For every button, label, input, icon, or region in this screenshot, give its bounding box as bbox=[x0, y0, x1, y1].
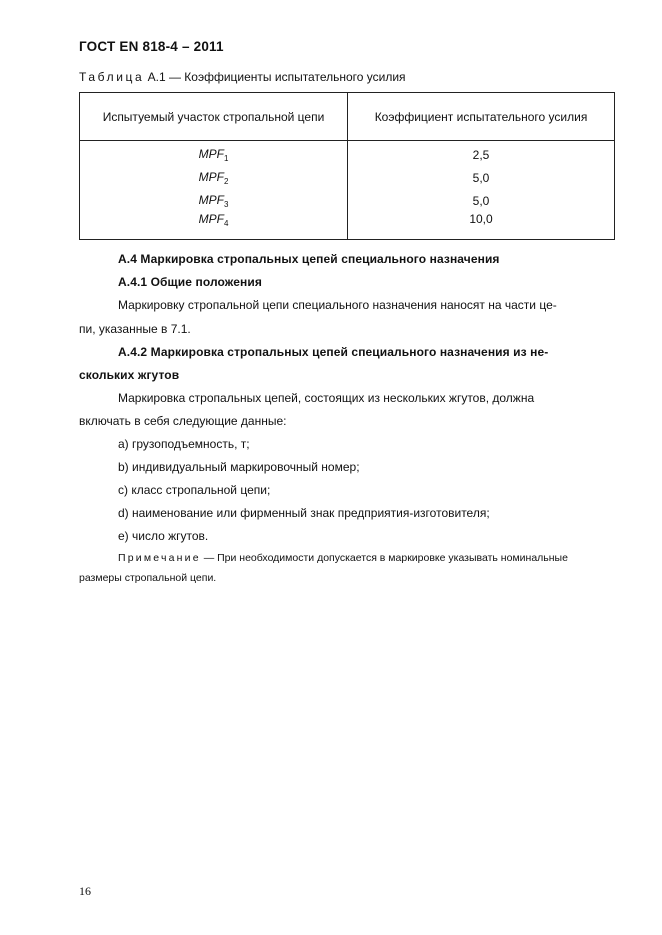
table-row bbox=[80, 166, 615, 189]
list-item: a) грузоподъемность, т; bbox=[118, 437, 250, 451]
list-item: c) класс стропальной цепи; bbox=[118, 483, 271, 497]
mpf-label: MPF bbox=[198, 212, 224, 226]
table-caption-number: А.1 bbox=[147, 70, 166, 84]
table-cell-value: 5,0 bbox=[348, 166, 615, 189]
mpf-index: 3 bbox=[223, 199, 229, 209]
table-row bbox=[80, 141, 615, 167]
section-a4-title: А.4 Маркировка стропальных цепей специального назначения bbox=[118, 252, 500, 266]
mpf-index: 2 bbox=[223, 176, 229, 186]
paragraph-line: пи, указанные в 7.1. bbox=[79, 322, 191, 336]
paragraph-line: Маркировку стропальной цепи специального назначения наносят на части це- bbox=[118, 298, 557, 312]
coefficient-table bbox=[79, 92, 615, 240]
column-header-section: Испытуемый участок стропальной цепи bbox=[80, 93, 348, 141]
table-cell-section bbox=[80, 212, 348, 240]
paragraph-line: Маркировка стропальных цепей, состоящих из нескольких жгутов, должна bbox=[118, 391, 535, 405]
section-a42-title-cont: скольких жгутов bbox=[79, 368, 180, 382]
mpf-label: MPF bbox=[198, 169, 224, 184]
table-row bbox=[80, 189, 615, 212]
note-text-cont: размеры стропальной цепи. bbox=[79, 572, 217, 584]
table-caption-title: — Коэффициенты испытательного усилия bbox=[168, 70, 406, 84]
paragraph-line: включать в себя следующие данные: bbox=[79, 414, 287, 428]
note bbox=[118, 552, 568, 564]
table-cell-section bbox=[80, 189, 348, 212]
section-a41-title: А.4.1 Общие положения bbox=[118, 275, 262, 289]
list-item: b) индивидуальный маркировочный номер; bbox=[118, 460, 360, 474]
table-cell-value: 5,0 bbox=[348, 189, 615, 212]
note-label: Примечание bbox=[118, 552, 201, 564]
section-a42-title: А.4.2 Маркировка стропальных цепей специального назначения из не- bbox=[118, 345, 549, 359]
table-cell-section bbox=[80, 141, 348, 167]
table-cell-section bbox=[80, 166, 348, 189]
list-item: d) наименование или фирменный знак предприятия-изготовителя; bbox=[118, 506, 490, 520]
page-number: 16 bbox=[79, 884, 91, 898]
table-caption-label: Таблица bbox=[79, 70, 145, 84]
mpf-index: 4 bbox=[223, 219, 229, 228]
table-row bbox=[80, 212, 615, 240]
mpf-index: 1 bbox=[223, 153, 229, 163]
mpf-label: MPF bbox=[198, 146, 224, 161]
mpf-label: MPF bbox=[198, 192, 224, 207]
column-header-coefficient: Коэффициент испытательного усилия bbox=[348, 93, 615, 141]
table-header-row bbox=[80, 93, 615, 141]
table-caption bbox=[79, 70, 406, 84]
list-item: e) число жгутов. bbox=[118, 529, 209, 543]
note-text: — При необходимости допускается в маркировке указывать номинальные bbox=[203, 552, 568, 564]
table-cell-value: 2,5 bbox=[348, 141, 615, 167]
table-cell-value: 10,0 bbox=[348, 212, 615, 240]
document-header: ГОСТ EN 818-4 – 2011 bbox=[79, 39, 224, 54]
